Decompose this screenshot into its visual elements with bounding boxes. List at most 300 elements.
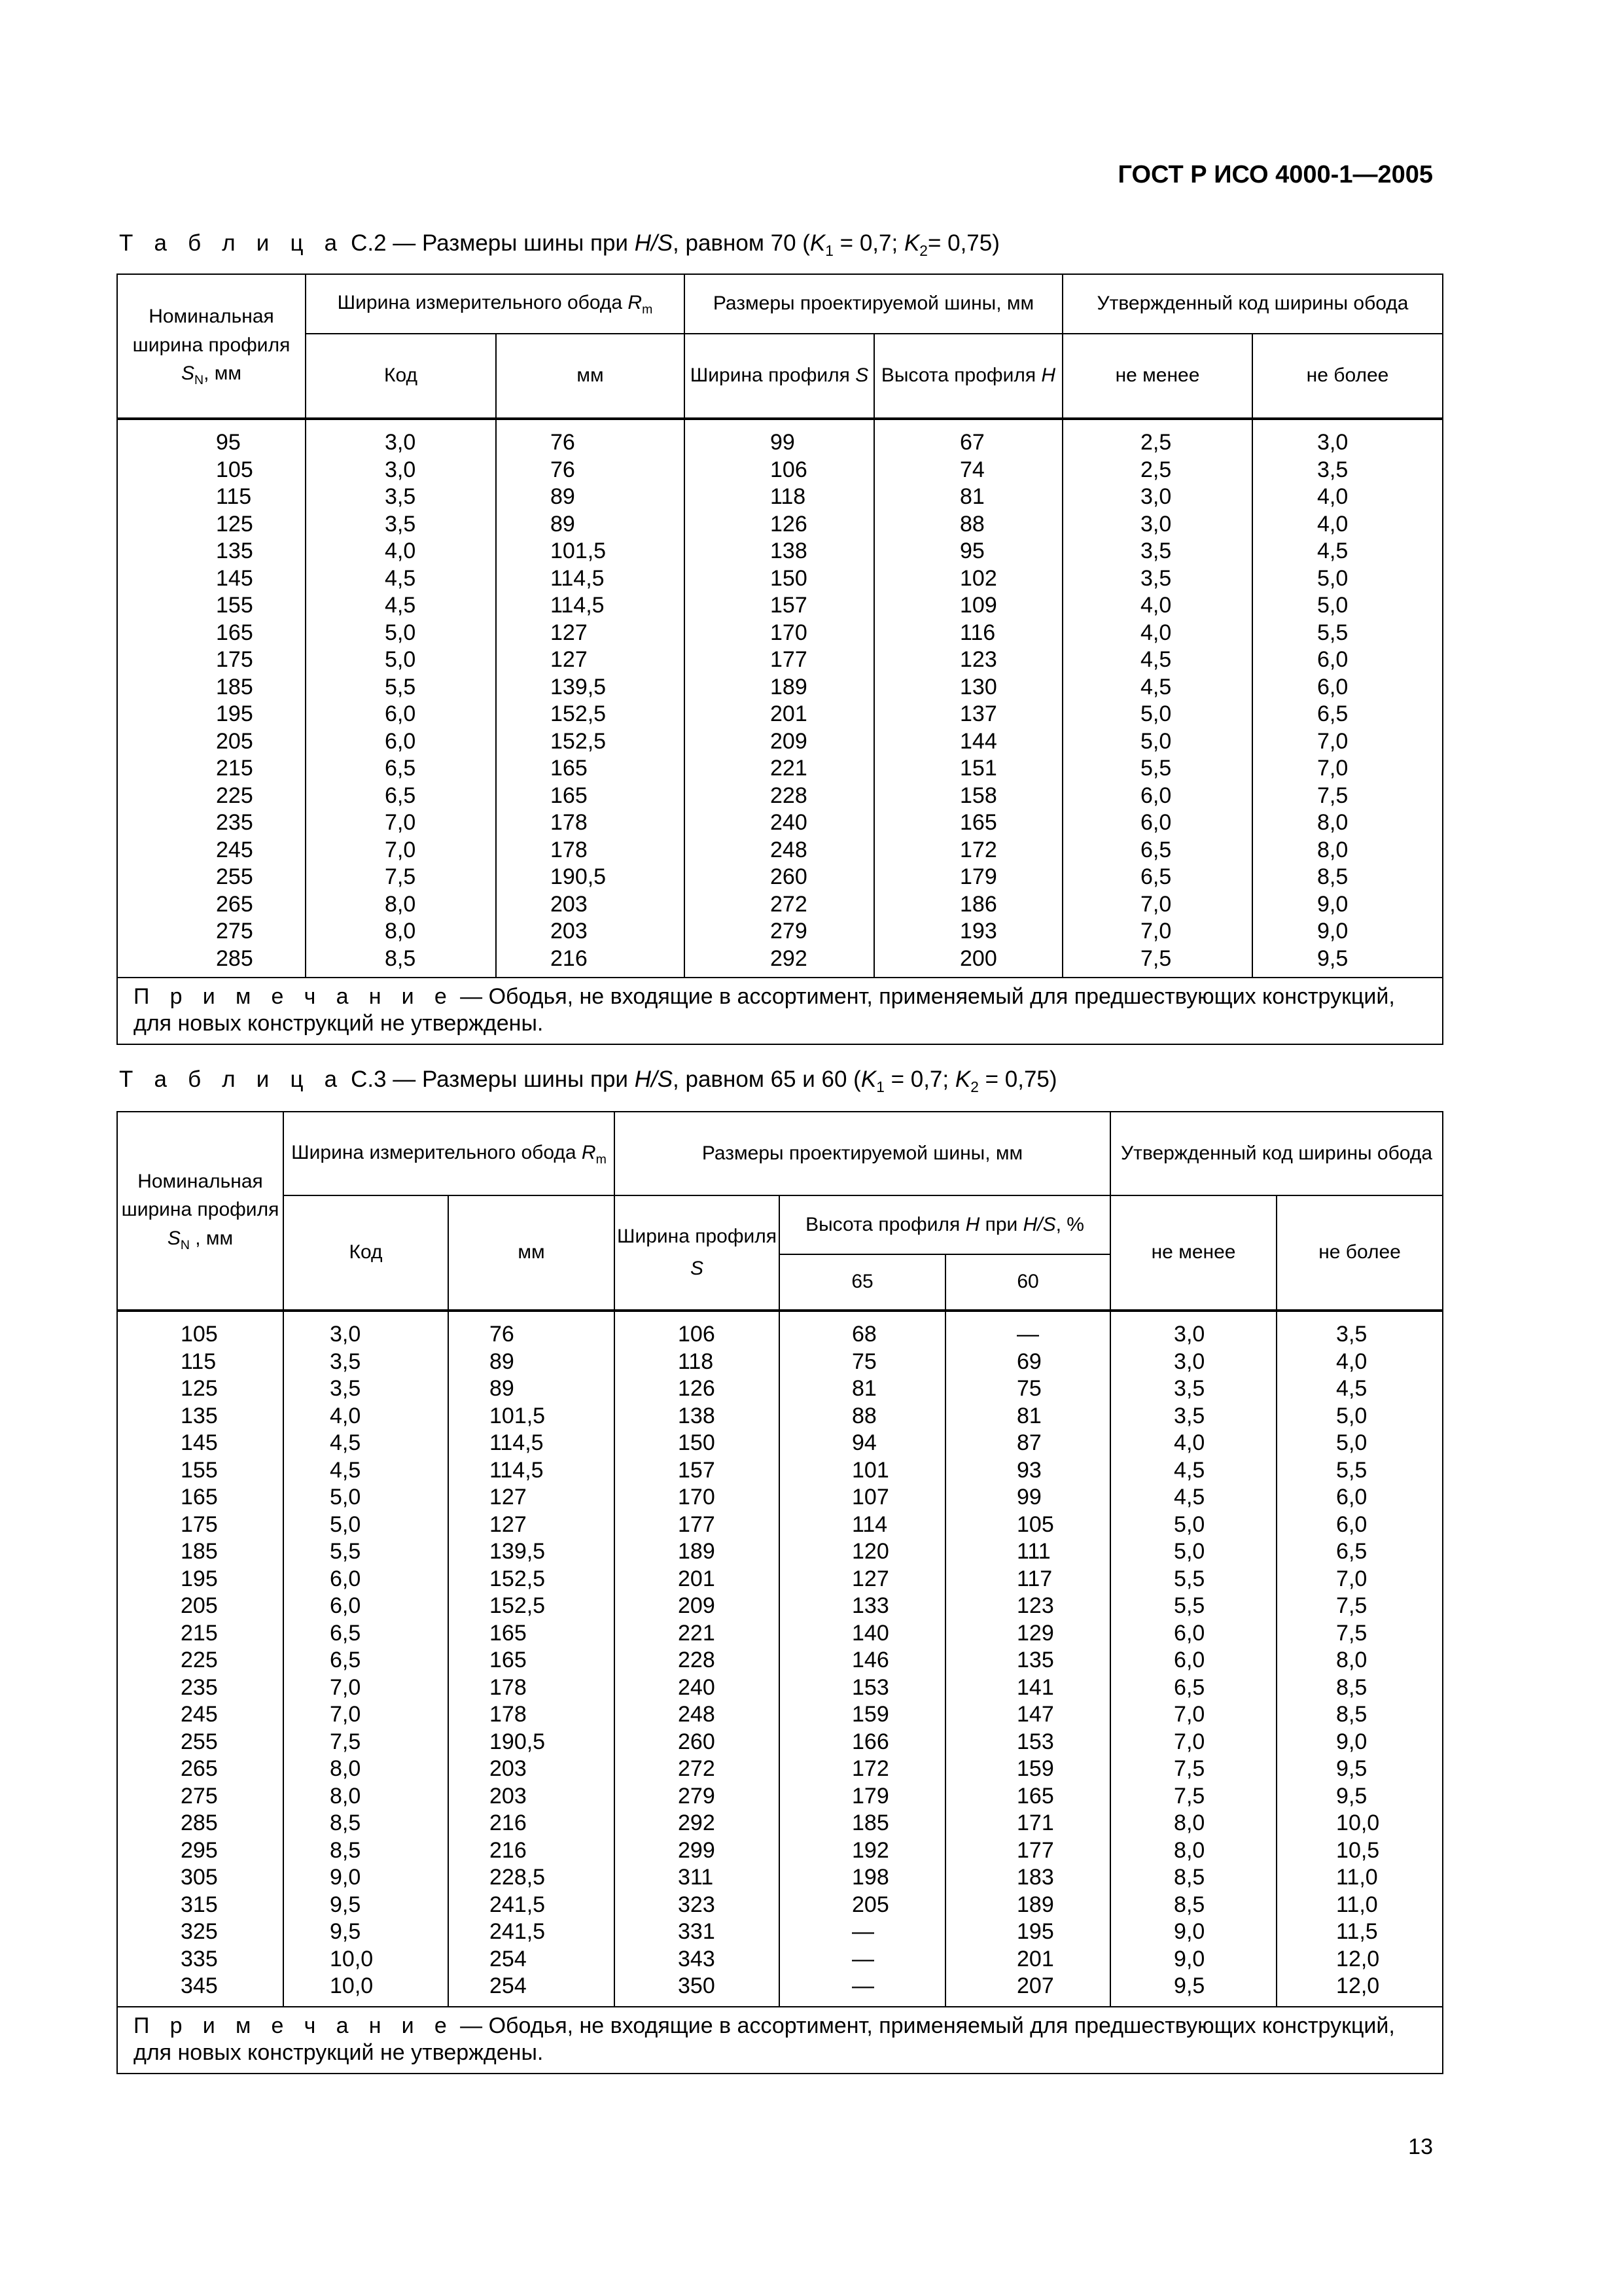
table-c2-caption: [119, 230, 1000, 260]
table-cell: 5,0: [1174, 1539, 1205, 1564]
table-cell: 7,0: [1140, 919, 1172, 944]
table-cell: —: [852, 1973, 875, 1998]
column-code: [283, 1311, 448, 2007]
table-cell: 165: [550, 756, 588, 781]
header-min: не менее: [1063, 334, 1252, 419]
table-cell: 109: [960, 593, 997, 618]
table-cell: 4,5: [1174, 1485, 1205, 1510]
table-cell: 5,5: [1174, 1593, 1205, 1618]
table-cell: 6,0: [1336, 1485, 1368, 1510]
table-cell: 116: [960, 620, 996, 645]
table-cell: —: [852, 1946, 875, 1971]
table-cell: —: [852, 1919, 875, 1944]
column-code: [306, 419, 496, 978]
table-c3-note: [117, 2007, 1443, 2074]
table-cell: 4,0: [1140, 593, 1172, 618]
table-cell: 4,5: [1336, 1376, 1368, 1401]
table-cell: 127: [852, 1566, 889, 1591]
table-cell: 7,0: [385, 810, 416, 835]
table-cell: 185: [216, 674, 253, 699]
table-cell: 190,5: [489, 1729, 546, 1754]
table-word: Т а б л и ц а: [119, 230, 345, 256]
table-cell: 12,0: [1336, 1973, 1380, 1998]
table-cell: 8,0: [1174, 1837, 1205, 1863]
table-cell: 215: [216, 756, 253, 781]
table-cell: 3,5: [1174, 1403, 1205, 1428]
caption-k2-sub: 2: [970, 1078, 979, 1095]
note-word: П р и м е ч а н и е: [133, 2013, 454, 2038]
table-cell: 6,0: [1174, 1620, 1205, 1646]
table-cell: 111: [1017, 1539, 1051, 1564]
table-cell: 114,5: [550, 593, 605, 618]
table-cell: 9,0: [330, 1865, 361, 1890]
table-cell: 3,0: [1174, 1349, 1205, 1374]
table-c2-note: [117, 978, 1443, 1044]
table-cell: 89: [550, 484, 575, 509]
table-cell: 170: [770, 620, 807, 645]
table-cell: 9,5: [1336, 1756, 1368, 1781]
table-cell: 245: [181, 1702, 218, 1727]
table-cell: 2,5: [1140, 457, 1172, 482]
table-cell: 138: [678, 1403, 715, 1428]
table-cell: 315: [181, 1892, 218, 1917]
table-cell: 9,5: [1174, 1973, 1205, 1998]
table-cell: 4,5: [1174, 1457, 1205, 1483]
table-cell: 275: [181, 1783, 218, 1809]
table-cell: 11,0: [1336, 1892, 1378, 1917]
table-cell: 4,0: [1174, 1430, 1205, 1455]
table-cell: 254: [489, 1973, 527, 1998]
table-cell: 89: [489, 1349, 514, 1374]
column-nominal: [117, 1311, 283, 2007]
table-cell: 178: [489, 1702, 527, 1727]
table-number: С.3: [351, 1067, 387, 1092]
table-cell: 279: [678, 1783, 715, 1809]
table-cell: 189: [1017, 1892, 1054, 1917]
table-cell: 153: [852, 1674, 889, 1700]
table-cell: 205: [181, 1593, 218, 1618]
table-cell: 207: [1017, 1973, 1054, 1998]
table-cell: 5,5: [1140, 756, 1172, 781]
table-cell: 216: [489, 1837, 527, 1863]
note-text: — Ободья, не входящие в ассортимент, применяемый для предшествующих конструкций, для новых конструкций не утверждены.: [133, 984, 1395, 1036]
table-cell: 150: [770, 565, 807, 591]
table-cell: 215: [181, 1620, 218, 1646]
table-cell: 248: [770, 837, 807, 862]
table-cell: 8,0: [330, 1756, 361, 1781]
table-cell: 69: [1017, 1349, 1042, 1374]
table-cell: 107: [852, 1485, 889, 1510]
table-cell: 101,5: [489, 1403, 546, 1428]
table-cell: 123: [1017, 1593, 1054, 1618]
caption-k1-sub: 1: [825, 242, 834, 259]
table-cell: 115: [216, 484, 252, 509]
table-cell: 6,0: [1140, 783, 1172, 808]
table-cell: 6,0: [1336, 1511, 1368, 1537]
table-cell: 279: [770, 919, 807, 944]
table-cell: 265: [181, 1756, 218, 1781]
table-cell: 6,0: [330, 1593, 361, 1618]
header-max: не более: [1252, 334, 1443, 419]
header-mm: мм: [448, 1195, 614, 1311]
table-cell: 295: [181, 1837, 218, 1863]
table-cell: 6,5: [385, 756, 416, 781]
header-h65: 65: [779, 1254, 945, 1311]
table-cell: 7,5: [1174, 1783, 1205, 1809]
table-cell: 350: [678, 1973, 715, 1998]
header-approved-code: Утвержденный код ширины обода: [1110, 1112, 1443, 1195]
table-cell: 8,5: [330, 1810, 361, 1835]
table-cell: 8,0: [1174, 1810, 1205, 1835]
table-cell: 127: [550, 647, 588, 672]
header-section-width: Ширина профиля S: [684, 334, 874, 419]
table-cell: 159: [852, 1702, 889, 1727]
table-cell: 8,0: [385, 919, 416, 944]
table-cell: 272: [678, 1756, 715, 1781]
table-cell: 285: [216, 945, 253, 971]
table-cell: 145: [216, 565, 253, 591]
table-word: Т а б л и ц а: [119, 1067, 345, 1092]
table-number: С.2: [351, 230, 387, 256]
header-section-width: Ширина профиля S: [614, 1195, 779, 1311]
table-cell: 179: [960, 864, 997, 889]
table-cell: 114: [852, 1511, 888, 1537]
table-cell: 225: [181, 1648, 218, 1672]
table-cell: 138: [770, 539, 807, 563]
table-cell: 127: [550, 620, 588, 645]
column-mm: [496, 419, 684, 978]
table-cell: 203: [550, 919, 588, 944]
table-cell: 102: [960, 565, 997, 591]
table-cell: 4,5: [1140, 674, 1172, 699]
caption-text: — Размеры шины при: [386, 230, 635, 256]
table-cell: 89: [550, 511, 575, 537]
table-cell: 105: [181, 1322, 218, 1347]
table-cell: 11,0: [1336, 1865, 1378, 1890]
table-cell: 248: [678, 1702, 715, 1727]
table-cell: 8,0: [1336, 1648, 1368, 1672]
table-cell: 209: [770, 728, 807, 754]
table-cell: 254: [489, 1946, 527, 1971]
table-cell: 123: [960, 647, 997, 672]
table-cell: 9,0: [1317, 891, 1349, 917]
table-cell: 158: [960, 783, 997, 808]
table-cell: 225: [216, 783, 253, 808]
table-cell: 4,5: [1317, 539, 1349, 563]
table-cell: 95: [960, 539, 985, 563]
table-cell: 7,5: [1174, 1756, 1205, 1781]
table-cell: 198: [852, 1865, 889, 1890]
table-cell: 4,0: [1336, 1349, 1368, 1374]
table-cell: 10,0: [330, 1946, 374, 1971]
caption-text: = 0,75): [978, 1067, 1057, 1092]
table-cell: 200: [960, 945, 997, 971]
table-cell: 9,5: [330, 1892, 361, 1917]
caption-text: — Размеры шины при: [386, 1067, 635, 1092]
header-code: Код: [306, 334, 496, 419]
table-cell: 9,0: [1174, 1919, 1205, 1944]
table-cell: 3,5: [330, 1376, 361, 1401]
table-cell: 228: [770, 783, 807, 808]
table-cell: 6,5: [1140, 837, 1172, 862]
table-c3-caption: [119, 1067, 1057, 1096]
table-cell: 7,5: [1317, 783, 1349, 808]
table-cell: 190,5: [550, 864, 607, 889]
table-cell: 152,5: [489, 1566, 546, 1591]
table-cell: 6,5: [385, 783, 416, 808]
table-cell: 4,0: [1317, 484, 1349, 509]
table-cell: 8,5: [1317, 864, 1349, 889]
table-cell: 3,5: [1140, 565, 1172, 591]
table-cell: 255: [181, 1729, 218, 1754]
table-cell: 7,0: [330, 1674, 361, 1700]
column-nominal: [117, 419, 306, 978]
table-cell: 6,0: [1174, 1648, 1205, 1672]
table-cell: 7,5: [385, 864, 416, 889]
table-cell: 9,5: [330, 1919, 361, 1944]
table-cell: 145: [181, 1430, 218, 1455]
note-text: — Ободья, не входящие в ассортимент, применяемый для предшествующих конструкций, для новых конструкций не утверждены.: [133, 2013, 1395, 2065]
table-cell: 3,5: [330, 1349, 361, 1374]
table-cell: 5,0: [1174, 1511, 1205, 1537]
table-cell: 189: [770, 674, 807, 699]
table-cell: 8,5: [330, 1837, 361, 1863]
table-cell: 275: [216, 919, 253, 944]
table-cell: 6,0: [385, 701, 416, 726]
table-cell: 130: [960, 674, 997, 699]
table-cell: 5,0: [330, 1511, 361, 1537]
table-cell: 99: [770, 430, 795, 455]
table-cell: 120: [852, 1539, 889, 1564]
table-cell: 7,0: [385, 837, 416, 862]
table-cell: 76: [550, 457, 575, 482]
table-cell: 5,5: [1174, 1566, 1205, 1591]
table-cell: 240: [770, 810, 807, 835]
table-cell: 153: [1017, 1729, 1054, 1754]
header-mm: мм: [496, 334, 684, 419]
table-cell: 195: [216, 701, 253, 726]
table-cell: 4,5: [1140, 647, 1172, 672]
table-cell: 245: [216, 837, 253, 862]
table-cell: 9,5: [1336, 1783, 1368, 1809]
table-cell: 3,5: [1140, 539, 1172, 563]
table-cell: 141: [1017, 1674, 1054, 1700]
table-cell: 8,0: [330, 1783, 361, 1809]
table-cell: 105: [1017, 1511, 1054, 1537]
table-cell: 115: [181, 1349, 217, 1374]
table-cell: 3,0: [1317, 430, 1349, 455]
table-cell: 189: [678, 1539, 715, 1564]
table-cell: 185: [852, 1810, 889, 1835]
table-cell: 152,5: [489, 1593, 546, 1618]
table-cell: 170: [678, 1485, 715, 1510]
table-cell: 94: [852, 1430, 877, 1455]
table-cell: 125: [216, 511, 253, 537]
table-cell: 178: [550, 810, 588, 835]
table-cell: 152,5: [550, 728, 607, 754]
table-cell: 135: [181, 1403, 218, 1428]
table-cell: 6,5: [1317, 701, 1349, 726]
table-cell: 150: [678, 1430, 715, 1455]
table-cell: 144: [960, 728, 997, 754]
table-cell: 5,0: [1317, 593, 1349, 618]
caption-hs: H/S: [634, 1067, 673, 1092]
table-cell: 4,5: [385, 565, 416, 591]
table-cell: 260: [678, 1729, 715, 1754]
table-cell: 4,5: [385, 593, 416, 618]
caption-hs: H/S: [634, 230, 673, 256]
table-c2: [116, 274, 1443, 1045]
table-cell: 5,0: [385, 647, 416, 672]
table-cell: 178: [489, 1674, 527, 1700]
table-cell: 9,0: [1336, 1729, 1368, 1754]
table-cell: 241,5: [489, 1892, 546, 1917]
table-cell: 9,0: [1317, 919, 1349, 944]
table-cell: 3,0: [1174, 1322, 1205, 1347]
table-cell: 5,5: [330, 1539, 361, 1564]
table-cell: 6,0: [330, 1566, 361, 1591]
table-cell: 192: [852, 1837, 889, 1863]
table-cell: 6,5: [1174, 1674, 1205, 1700]
caption-k2: K: [955, 1067, 971, 1092]
table-cell: 126: [678, 1376, 715, 1401]
table-cell: 201: [1017, 1946, 1054, 1971]
table-cell: —: [1017, 1322, 1040, 1347]
table-cell: 118: [770, 484, 806, 509]
table-cell: 6,5: [330, 1648, 361, 1672]
table-cell: 228,5: [489, 1865, 546, 1890]
table-cell: 8,5: [1336, 1674, 1368, 1700]
table-cell: 3,5: [1317, 457, 1349, 482]
table-cell: 165: [960, 810, 997, 835]
table-cell: 183: [1017, 1865, 1054, 1890]
table-cell: 205: [852, 1892, 889, 1917]
column-max: [1277, 1311, 1443, 2007]
header-rim-width: Ширина измерительного обода $R_m$: [306, 274, 684, 334]
table-cell: 114,5: [489, 1457, 544, 1483]
table-cell: 8,0: [385, 891, 416, 917]
table-cell: 221: [678, 1620, 715, 1646]
column-section-width: [614, 1311, 779, 2007]
caption-text: = 0,7;: [833, 230, 904, 256]
table-cell: 101,5: [550, 539, 607, 563]
column-height-65: [779, 1311, 945, 2007]
header-section-height: Высота профиля H при H/S, %: [779, 1195, 1110, 1254]
table-cell: 76: [550, 430, 575, 455]
table-cell: 265: [216, 891, 253, 917]
table-cell: 285: [181, 1810, 218, 1835]
table-cell: 159: [1017, 1756, 1054, 1781]
table-cell: 6,5: [1140, 864, 1172, 889]
caption-k1-sub: 1: [876, 1078, 885, 1095]
table-cell: 203: [489, 1783, 527, 1809]
table-cell: 3,0: [330, 1322, 361, 1347]
table-cell: 88: [852, 1403, 877, 1428]
table-cell: 140: [852, 1620, 889, 1646]
column-min: [1063, 419, 1252, 978]
caption-k1: K: [809, 230, 826, 256]
table-cell: 186: [960, 891, 997, 917]
table-cell: 10,5: [1336, 1837, 1380, 1863]
table-cell: 166: [852, 1729, 889, 1754]
table-cell: 228: [678, 1648, 715, 1672]
table-cell: 5,5: [1336, 1457, 1368, 1483]
table-cell: 8,0: [1317, 810, 1349, 835]
table-cell: 155: [216, 593, 253, 618]
table-cell: 343: [678, 1946, 715, 1971]
table-cell: 3,0: [385, 430, 416, 455]
table-cell: 193: [960, 919, 997, 944]
table-cell: 118: [678, 1349, 714, 1374]
table-cell: 6,5: [330, 1620, 361, 1646]
table-cell: 114,5: [489, 1430, 544, 1455]
table-cell: 165: [1017, 1783, 1054, 1809]
table-cell: 106: [678, 1322, 715, 1347]
table-cell: 175: [181, 1511, 218, 1537]
column-height-60: [945, 1311, 1110, 2007]
table-cell: 106: [770, 457, 807, 482]
table-cell: 9,0: [1174, 1946, 1205, 1971]
table-cell: 81: [960, 484, 985, 509]
table-cell: 101: [852, 1457, 889, 1483]
table-cell: 6,0: [1317, 647, 1349, 672]
table-cell: 272: [770, 891, 807, 917]
column-max: [1252, 419, 1443, 978]
table-cell: 201: [770, 701, 807, 726]
table-cell: 235: [216, 810, 253, 835]
table-cell: 8,5: [1336, 1702, 1368, 1727]
table-cell: 165: [550, 783, 588, 808]
table-cell: 137: [960, 701, 997, 726]
table-cell: 5,0: [1140, 701, 1172, 726]
table-cell: 152,5: [550, 701, 607, 726]
table-cell: 8,5: [1174, 1865, 1205, 1890]
table-cell: 8,5: [385, 945, 416, 971]
table-cell: 133: [852, 1593, 889, 1618]
note-word: П р и м е ч а н и е: [133, 984, 454, 1009]
table-cell: 81: [1017, 1403, 1042, 1428]
caption-text: = 0,75): [927, 230, 1000, 256]
table-cell: 139,5: [550, 674, 607, 699]
table-cell: 4,0: [330, 1403, 361, 1428]
page-number: 13: [1408, 2134, 1433, 2159]
table-cell: 172: [852, 1756, 889, 1781]
table-cell: 177: [678, 1511, 715, 1537]
table-cell: 323: [678, 1892, 715, 1917]
table-cell: 89: [489, 1376, 514, 1401]
table-cell: 5,0: [1140, 728, 1172, 754]
header-design-size: Размеры проектируемой шины, мм: [614, 1112, 1110, 1195]
caption-k2: K: [904, 230, 920, 256]
table-cell: 292: [770, 945, 807, 971]
table-cell: 99: [1017, 1485, 1042, 1510]
table-cell: 3,5: [1174, 1376, 1205, 1401]
caption-k1: K: [860, 1067, 877, 1092]
table-cell: 8,5: [1174, 1892, 1205, 1917]
table-cell: 4,0: [1140, 620, 1172, 645]
table-cell: 7,0: [1174, 1729, 1205, 1754]
table-cell: 325: [181, 1919, 218, 1944]
header-nominal-width: Номинальная ширина профиля $S_N$ , мм: [117, 1112, 283, 1311]
table-cell: 6,0: [1317, 674, 1349, 699]
table-cell: 105: [216, 457, 253, 482]
table-cell: 114,5: [550, 565, 605, 591]
table-cell: 7,0: [1140, 891, 1172, 917]
caption-k2-sub: 2: [919, 242, 928, 259]
table-cell: 5,0: [1336, 1403, 1368, 1428]
table-cell: 305: [181, 1865, 218, 1890]
table-cell: 7,5: [1336, 1593, 1368, 1618]
